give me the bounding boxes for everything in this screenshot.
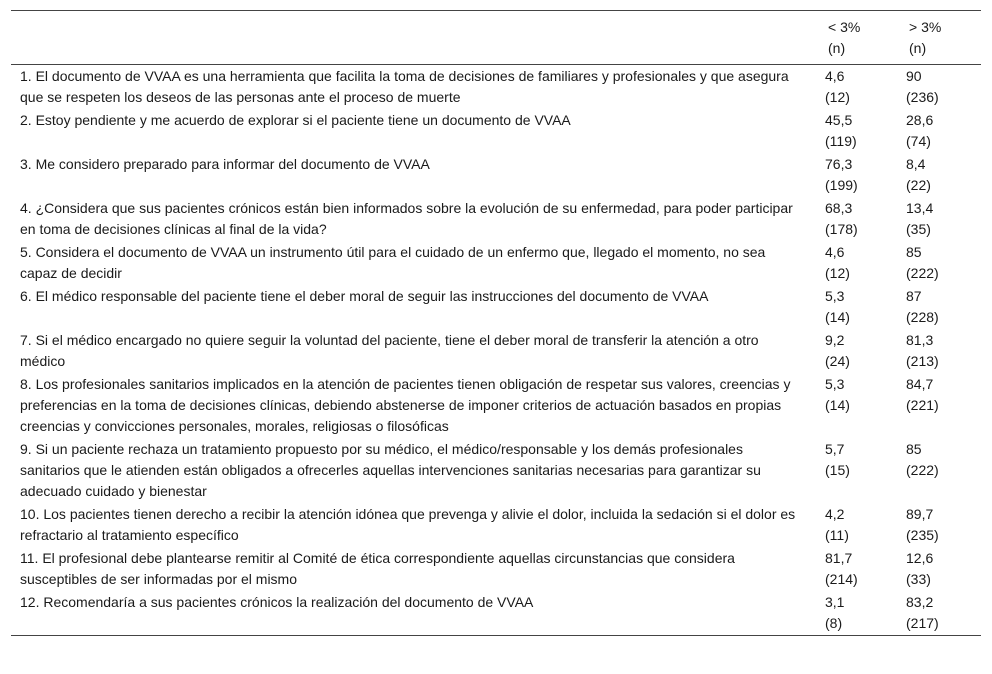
low-count: (119) xyxy=(825,133,857,149)
high-percent: 81,3 xyxy=(906,332,934,348)
table-body xyxy=(11,65,981,636)
table-row xyxy=(11,197,981,241)
high-count: (22) xyxy=(906,177,931,193)
low-percent: 81,7 xyxy=(825,550,853,566)
question-cell: 2. Estoy pendiente y me acuerdo de explorar si el paciente tiene un documento de VVAA xyxy=(20,112,571,128)
high-count: (235) xyxy=(906,527,939,543)
high-percent: 89,7 xyxy=(906,506,934,522)
table-row xyxy=(11,241,981,285)
low-count: (12) xyxy=(825,265,850,281)
low-cell xyxy=(819,197,900,241)
question-cell: 9. Si un paciente rechaza un tratamiento propuesto por su médico, el médico/responsable y los demás profesionales sanitarios que le atienden están obligados a ofrecerles aquellas intervenciones sanitarias necesarias para garantizar su adecuado cuidado y bienestar xyxy=(20,441,761,499)
high-percent: 84,7 xyxy=(906,376,934,392)
low-cell xyxy=(819,65,900,110)
high-count: (217) xyxy=(906,615,939,631)
high-cell xyxy=(900,547,981,591)
question-cell: 7. Si el médico encargado no quiere seguir la voluntad del paciente, tiene el deber moral de transferir la atención a otro médico xyxy=(20,332,759,369)
high-percent: 90 xyxy=(906,68,922,84)
header-row xyxy=(11,11,981,65)
high-count: (74) xyxy=(906,133,931,149)
low-count: (199) xyxy=(825,177,858,193)
low-count: (8) xyxy=(825,615,843,631)
table-row xyxy=(11,373,981,438)
high-cell xyxy=(900,503,981,547)
table-row xyxy=(11,503,981,547)
question-cell: 4. ¿Considera que sus pacientes crónicos están bien informados sobre la evolución de su enfermedad, para poder participar en toma de decisiones clínicas al final de la vida? xyxy=(20,200,793,237)
high-percent: 8,4 xyxy=(906,156,926,172)
high-count: (228) xyxy=(906,309,939,325)
low-count: (15) xyxy=(825,462,850,478)
low-count: (12) xyxy=(825,89,850,105)
low-cell xyxy=(819,547,900,591)
header-high-label: > 3% xyxy=(909,19,942,35)
question-cell: 8. Los profesionales sanitarios implicados en la atención de pacientes tienen obligación de respetar sus valores, creencias y preferencias en la toma de decisiones clínicas, debiendo abstenerse de imponer criterios de actuación basados en propias creencias y convicciones personales, morales, religiosas o filosóficas xyxy=(20,376,791,434)
high-percent: 28,6 xyxy=(906,112,934,128)
table-row xyxy=(11,329,981,373)
table-row xyxy=(11,591,981,636)
low-percent: 5,3 xyxy=(825,376,845,392)
table-row xyxy=(11,153,981,197)
header-high-unit: (n) xyxy=(909,40,927,56)
high-percent: 12,6 xyxy=(906,550,934,566)
high-percent: 85 xyxy=(906,244,922,260)
header-low-unit: (n) xyxy=(828,40,846,56)
table-row xyxy=(11,547,981,591)
low-cell xyxy=(819,285,900,329)
low-cell xyxy=(819,109,900,153)
low-percent: 9,2 xyxy=(825,332,845,348)
high-count: (35) xyxy=(906,221,931,237)
low-count: (11) xyxy=(825,527,849,543)
low-percent: 76,3 xyxy=(825,156,853,172)
low-percent: 45,5 xyxy=(825,112,853,128)
high-count: (222) xyxy=(906,265,939,281)
question-cell: 6. El médico responsable del paciente tiene el deber moral de seguir las instrucciones del documento de VVAA xyxy=(20,288,709,304)
low-percent: 4,2 xyxy=(825,506,845,522)
low-count: (14) xyxy=(825,309,850,325)
low-cell xyxy=(819,329,900,373)
high-cell xyxy=(900,241,981,285)
high-percent: 87 xyxy=(906,288,922,304)
low-percent: 3,1 xyxy=(825,594,845,610)
survey-results-table-container xyxy=(11,10,981,636)
low-percent: 4,6 xyxy=(825,244,845,260)
question-cell: 10. Los pacientes tienen derecho a recibir la atención idónea que prevenga y alivie el dolor, incluida la sedación si el dolor es refractario al tratamiento específico xyxy=(20,506,796,543)
low-count: (14) xyxy=(825,397,850,413)
table-row xyxy=(11,438,981,503)
low-count: (24) xyxy=(825,353,850,369)
high-cell xyxy=(900,153,981,197)
question-cell: 12. Recomendaría a sus pacientes crónicos la realización del documento de VVAA xyxy=(20,594,534,610)
high-count: (213) xyxy=(906,353,939,369)
table-row xyxy=(11,65,981,110)
table-row xyxy=(11,109,981,153)
low-cell xyxy=(819,591,900,636)
high-cell xyxy=(900,65,981,110)
survey-results-table xyxy=(11,10,981,636)
low-cell xyxy=(819,373,900,438)
low-percent: 5,7 xyxy=(825,441,845,457)
header-question xyxy=(11,11,819,65)
high-cell xyxy=(900,329,981,373)
low-cell xyxy=(819,438,900,503)
header-low xyxy=(819,11,900,65)
high-cell xyxy=(900,591,981,636)
high-count: (33) xyxy=(906,571,931,587)
high-percent: 13,4 xyxy=(906,200,934,216)
low-count: (214) xyxy=(825,571,858,587)
high-percent: 85 xyxy=(906,441,922,457)
high-cell xyxy=(900,285,981,329)
high-count: (221) xyxy=(906,397,939,413)
high-count: (222) xyxy=(906,462,939,478)
high-percent: 83,2 xyxy=(906,594,934,610)
header-high xyxy=(900,11,981,65)
low-cell xyxy=(819,153,900,197)
high-cell xyxy=(900,197,981,241)
table-header xyxy=(11,11,981,65)
low-cell xyxy=(819,241,900,285)
question-cell: 1. El documento de VVAA es una herramienta que facilita la toma de decisiones de familiares y profesionales y que asegura que se respeten los deseos de las personas ante el proceso de muerte xyxy=(20,68,789,105)
question-cell: 3. Me considero preparado para informar del documento de VVAA xyxy=(20,156,430,172)
high-count: (236) xyxy=(906,89,939,105)
low-percent: 5,3 xyxy=(825,288,845,304)
high-cell xyxy=(900,373,981,438)
question-cell: 5. Considera el documento de VVAA un instrumento útil para el cuidado de un enfermo que, llegado el momento, no sea capaz de decidir xyxy=(20,244,766,281)
low-cell xyxy=(819,503,900,547)
table-row xyxy=(11,285,981,329)
header-low-label: < 3% xyxy=(828,19,861,35)
high-cell xyxy=(900,109,981,153)
low-count: (178) xyxy=(825,221,858,237)
low-percent: 68,3 xyxy=(825,200,853,216)
high-cell xyxy=(900,438,981,503)
question-cell: 11. El profesional debe plantearse remitir al Comité de ética correspondiente aquellas circunstancias que considera susceptibles de ser informadas por el mismo xyxy=(20,550,735,587)
low-percent: 4,6 xyxy=(825,68,845,84)
